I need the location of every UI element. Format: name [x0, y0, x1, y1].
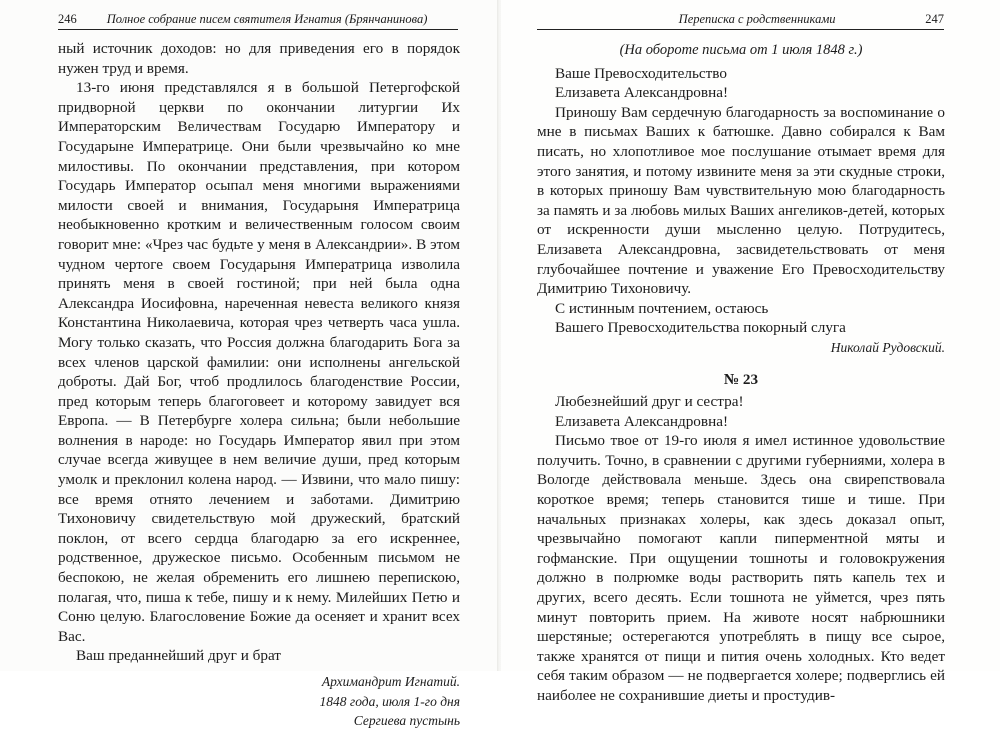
right-page-number: 247: [925, 11, 944, 26]
left-running-title: Полное собрание писем святителя Игнатия (Брянчанинова): [106, 11, 428, 26]
salutation: Любезнейший друг и сестра!: [555, 393, 744, 411]
salutation: Елизавета Александровна!: [555, 84, 729, 102]
salutation: Елизавета Александровна!: [555, 412, 729, 430]
signature-place: Сергиева пустынь: [353, 713, 460, 729]
left-page-number: 246: [58, 11, 77, 26]
letter-note: (На обороте письма от 1 июля 1848 г.): [619, 42, 863, 58]
right-running-title: Переписка с родственниками: [678, 11, 836, 26]
signature-name: Архимандрит Игнатий.: [321, 674, 460, 689]
paragraph: Ваш преданнейший друг и брат: [76, 647, 281, 665]
paragraph: Приношу Вам сердечную благодарность за воспоминание о мне в письмах Ваших к батюшке. Давно собирался к Вам писать, но хлопотливое мое послушание отымает время для этого занятия, и потому извините меня за эти скудные строки, в которых приношу Вам чувствительную мою благодарность за память и за любовь милых Ваших ангеликов-детей, которых от искренности души мысленно целую. Потрудитесь, Елизавета Александровна, засвидетельствовать от меня глубочайшее почтение и уважение Его Превосходительству Димитрию Тихоновичу.: [537, 103, 945, 298]
closing: С истинным почтением, остаюсь: [555, 299, 769, 317]
signature-name: Николай Рудовский.: [830, 339, 945, 355]
closing: Вашего Превосходительства покорный слуга: [555, 319, 846, 337]
paragraph: ный источник доходов: но для приведения его в порядок нужен труд и время.: [58, 40, 460, 77]
letter-number-heading: № 23: [723, 370, 759, 388]
right-page-text: [537, 41, 945, 706]
paragraph: Письмо твое от 19-го июля я имел истинное удовольствие получить. Точно, в сравнении с другими губерниями, холера в Вологде действовала меньше. Здесь она свирепствовала короткое время; теперь становится тише и тише. При начальных признаках холеры, как здесь доказал опыт, чрезвычайно помогают капли пиперментной мяты и гофманские. При ощущении тошноты и головокружения должно в полрюмке воды растворить пять капель тех и других, всего десять. Если тошнота не уймется, чрез пять минут повторить прием. На животе носят набрюшники шерстяные; остерегаются употреблять в пищу все сырое, также хранятся от пищи и пития очень холодных. Кто ведет себя таким образом — не подвергается холере; подверглись ей наиболее не сохранившие диеты и простудив-: [537, 432, 945, 704]
right-running-head: [537, 9, 944, 30]
signature-date: 1848 года, июля 1-го дня: [319, 693, 460, 709]
left-running-head: [58, 9, 458, 30]
right-page: [501, 0, 1000, 704]
paragraph: 13-го июня представлялся я в большой Петергофской придворной церкви по окончании литургии Их Императорским Величествам Государю Императору и Государыне Императрице. Они были чрезвычайно ко мне милостивы. По окончании представления, при котором Государь Император осыпал меня многими выражениями милости своей и внимания, Государыня Императрица необыкновенно кротким и величественным голосом своим говорит мне: «Чрез час будьте у меня в Александрии». В этом чудном чертоге своем Государыня Императрица изволила принять меня в своей гостиной; при ней была одна Александра Иосифовна, нареченная невеста великого князя Константина Николаевича, которая чрез четверть часа ушла. Могу только сказать, что Россия должна благодарить Бога за всех членов царской фамилии: они исполнены ангельской доброты. Дай Бог, чтоб продлилось благоденствие России, пред которым теперь благоговеет и которому завидует вся Европа. — В Петербурге холера сильна; были небольшие волнения в народе: но Государь Император явил при этом случае всегда живущее в нем величие души, пред которым умолк и преклонил колена народ. — Извини, что мало пишу: все время отнято лечением и заботами. Димитрию Тихоновичу свидетельствую мой дружеский, братский поклон, от всего сердца благодарю за его искреннее, родственное, дружеское письмо. Особенным письмом не беспокою, не желая обременить его лишнею перепискою, полагая, что, пиша к тебе, пишу и к нему. Милейших Петю и Соню целую. Благословение Божие да осеняет и хранит всех Вас.: [58, 79, 460, 645]
left-page-text: [58, 39, 460, 731]
salutation: Ваше Превосходительство: [555, 64, 727, 82]
left-page: [0, 0, 499, 729]
